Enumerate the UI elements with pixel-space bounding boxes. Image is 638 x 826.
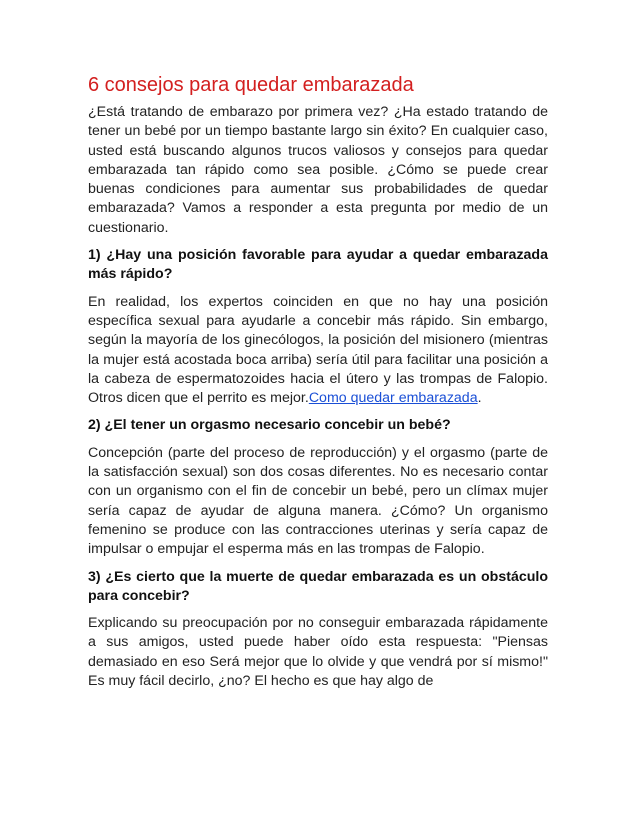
question-1: 1) ¿Hay una posición favorable para ayudar a quedar embarazada más rápido? [88, 247, 548, 283]
question-3: 3) ¿Es cierto que la muerte de quedar embarazada es un obstáculo para concebir? [88, 568, 548, 604]
answer-1-text: En realidad, los expertos coinciden en que no hay una posición específica sexual para ayudarle a concebir más rápido. Sin embargo, según la mayoría de los ginecólogos, la posición del misionero (mientras la mujer está acostada boca arriba) sería útil para facilitar una posición a la cabeza de espermatozoides hacia el útero y las trompas de Falopio. Otros dicen que el perrito es mejor. [88, 293, 548, 407]
intro-paragraph: ¿Está tratando de embarazo por primera vez? ¿Ha estado tratando de tener un bebé por un tiempo bastante largo sin éxito? En cualquier caso, usted está buscando algunos trucos valiosos y consejos para quedar embarazada tan rápido como sea posible. ¿Cómo se puede crear buenas condiciones para aumentar sus probabilidades de quedar embarazada? Vamos a responder a esta pregunta por medio de un cuestionario. [88, 104, 548, 236]
document-body [88, 73, 548, 699]
document-title: 6 consejos para quedar embarazada [88, 74, 414, 96]
answer-3: Explicando su preocupación por no conseguir embarazada rápidamente a sus amigos, usted puede haber oído esta respuesta: "Piensas demasiado en eso Será mejor que lo olvide y que vendrá por sí mismo!" Es muy fácil decirlo, ¿no? El hecho es que hay algo de [88, 615, 548, 690]
answer-1-period: . [477, 390, 482, 407]
question-2: 2) ¿El tener un orgasmo necesario concebir un bebé? [88, 417, 451, 434]
como-quedar-embarazada-link[interactable]: Como quedar embarazada [308, 390, 478, 407]
answer-2: Concepción (parte del proceso de reproducción) y el orgasmo (parte de la satisfacción sexual) son dos cosas diferentes. No es necesario contar con un organismo con el fin de concebir un bebé, pero un clímax mujer sería capaz de ayudar de alguna manera. ¿Cómo? Un organismo femenino se produce con las contracciones uterinas y sería capaz de impulsar o empujar el esperma más en las trompas de Falopio. [88, 444, 548, 558]
answer-1 [88, 293, 548, 409]
